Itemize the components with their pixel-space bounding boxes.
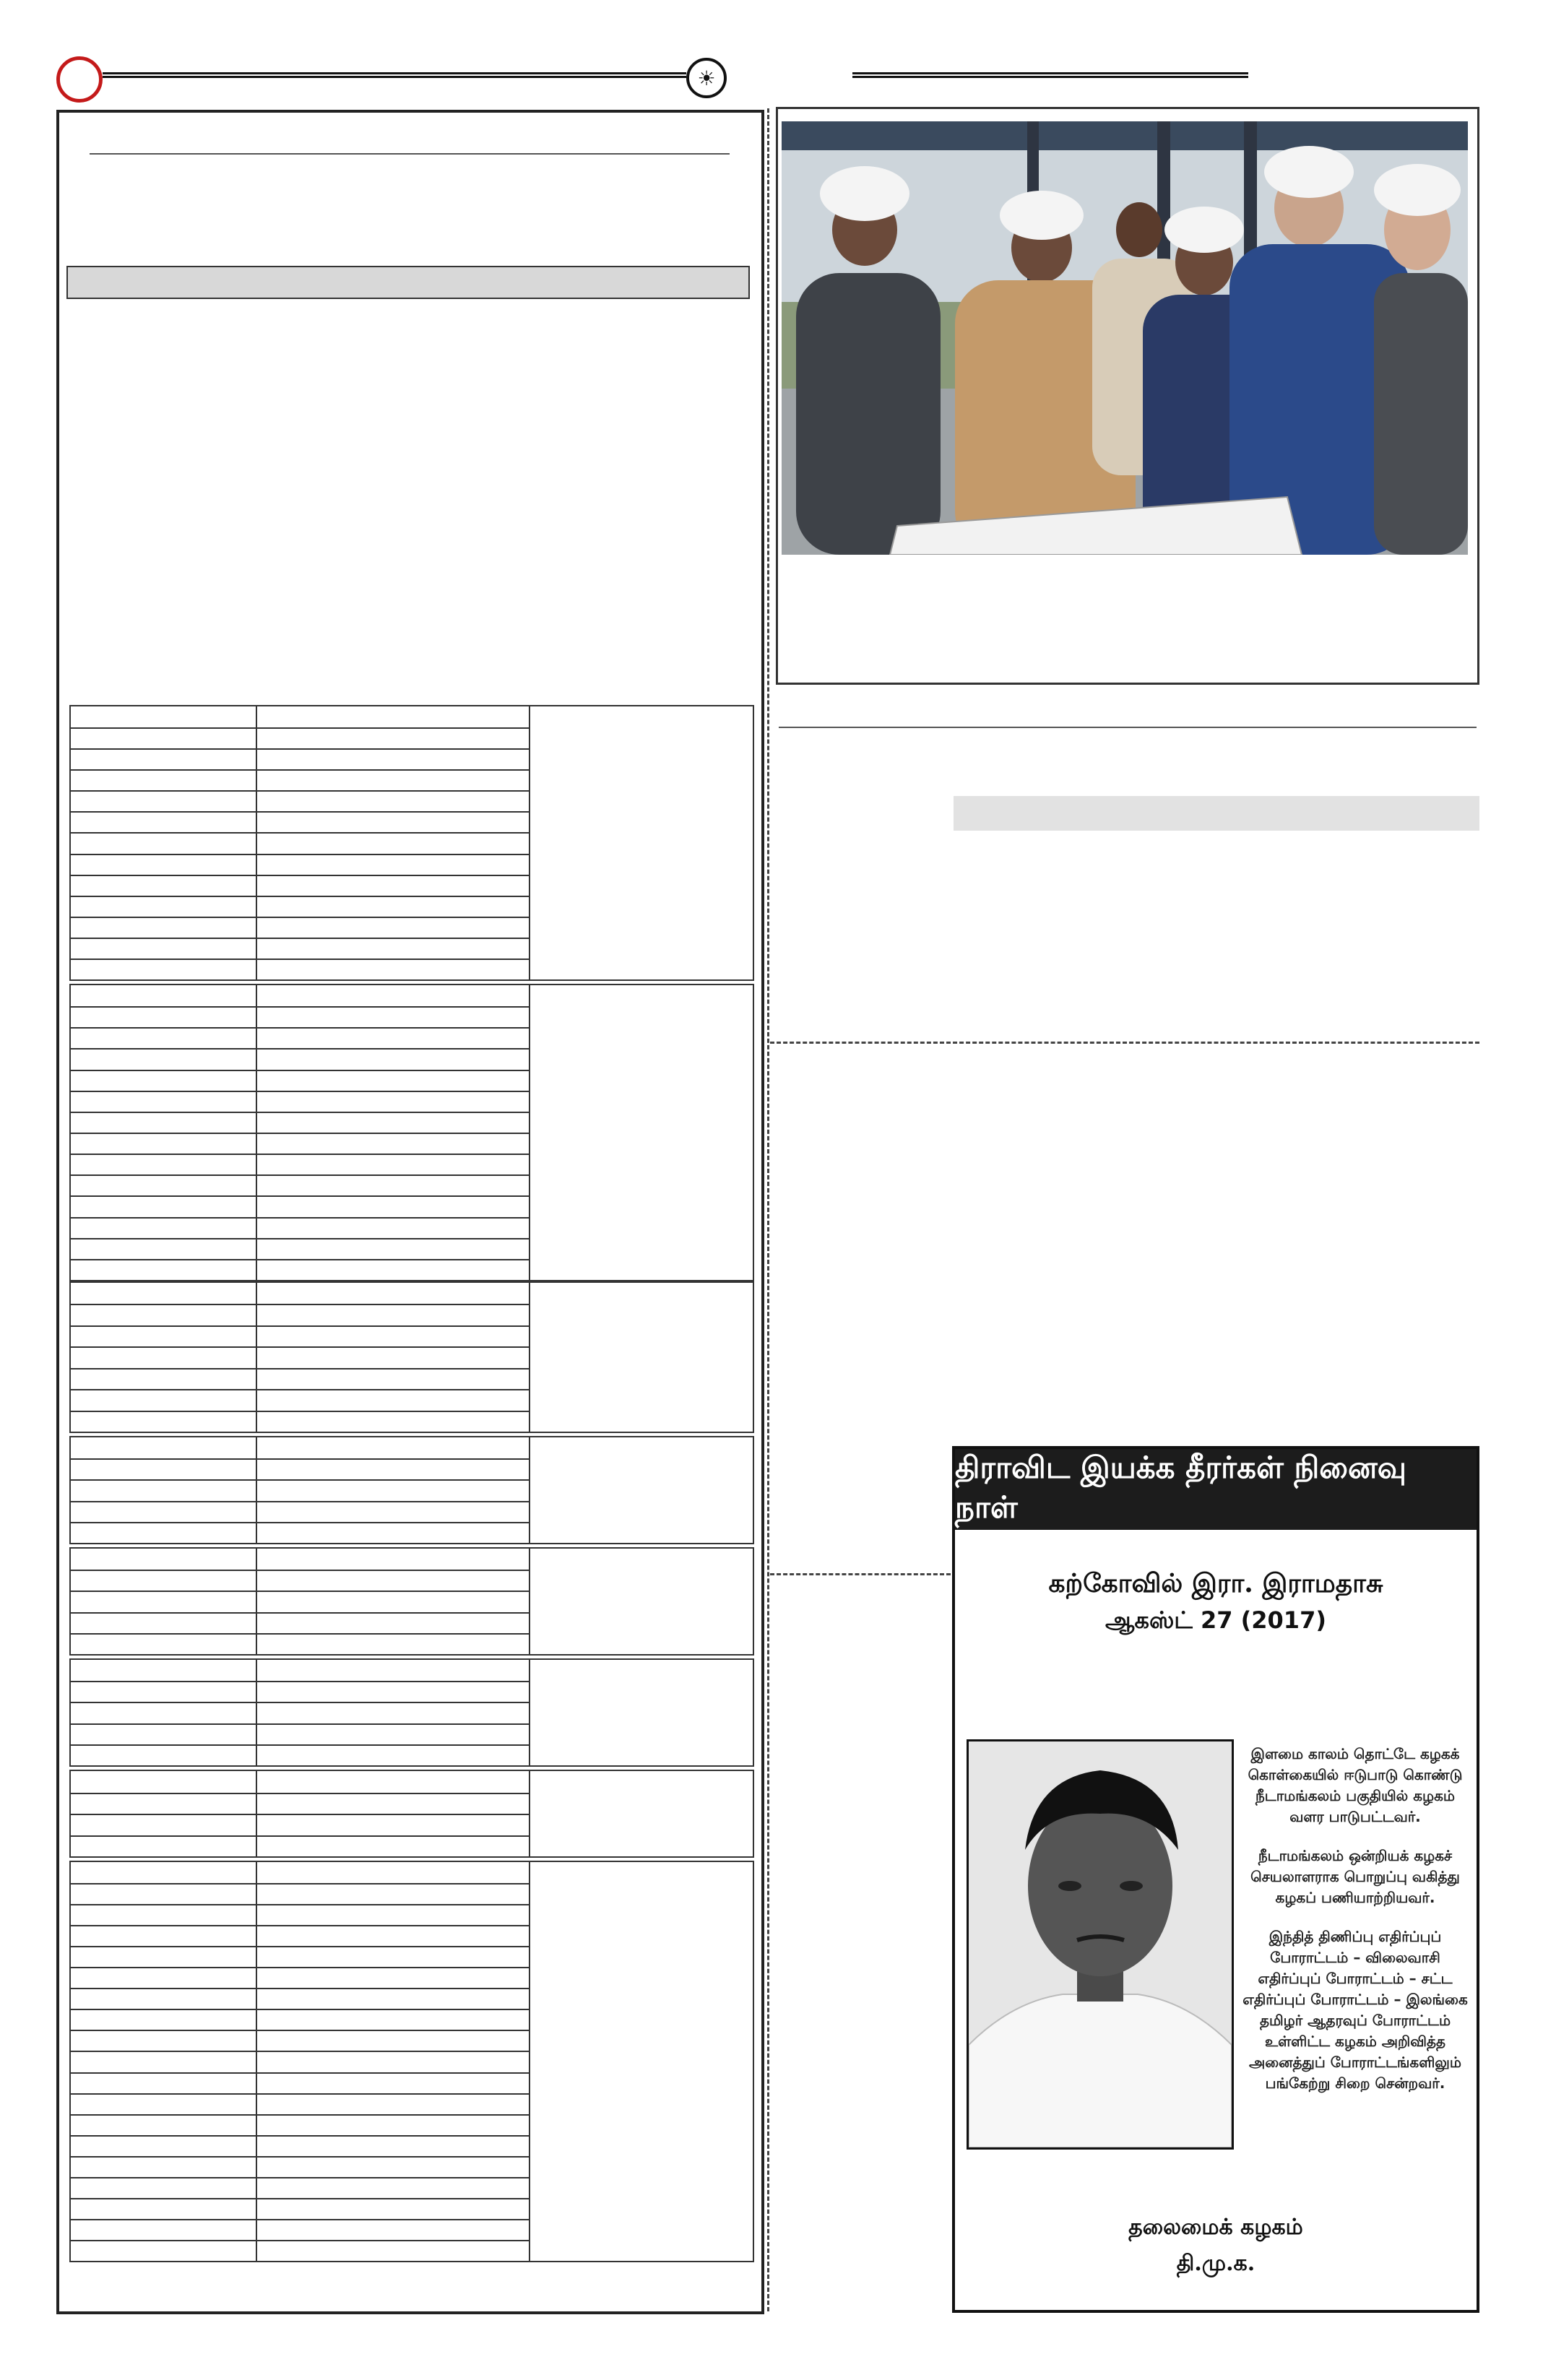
table-row <box>71 1591 529 1592</box>
table-row <box>71 1304 529 1305</box>
table-row <box>71 2198 529 2199</box>
right-rule <box>779 727 1477 728</box>
table-row <box>71 2114 529 2116</box>
dotted-separator-1 <box>770 1042 1479 1044</box>
news-photo <box>782 121 1468 555</box>
table-column <box>71 1549 257 1654</box>
memorial-portrait <box>967 1739 1234 2150</box>
table-row <box>71 1883 529 1884</box>
header-rule-right <box>852 72 1248 78</box>
memorial-description <box>1238 1744 1472 2112</box>
table-row <box>71 832 529 834</box>
table-row <box>71 748 529 750</box>
left-top-rule <box>90 153 730 155</box>
table-row <box>71 2093 529 2095</box>
table-row <box>71 2156 529 2158</box>
table-block <box>69 1436 754 1544</box>
rising-sun-emblem-icon: ☀ <box>686 58 727 98</box>
memorial-name: கற்கோவில் இரா. இராமதாசு <box>1048 1568 1383 1598</box>
table-row <box>71 1070 529 1071</box>
table-row <box>71 1174 529 1176</box>
memorial-footer-party: தி.மு.க. <box>1176 2251 1255 2276</box>
table-row <box>71 2240 529 2241</box>
table-row <box>71 727 529 729</box>
table-row <box>71 1835 529 1837</box>
table-row <box>71 1946 529 1947</box>
table-block <box>69 705 754 981</box>
table-row <box>71 1814 529 1815</box>
header-rule-left <box>103 72 686 78</box>
table-row <box>71 2135 529 2137</box>
table-row <box>71 1681 529 1682</box>
table-column <box>71 1862 257 2261</box>
table-block <box>69 1547 754 1656</box>
table-row <box>71 1259 529 1260</box>
column-divider <box>767 108 769 2311</box>
memorial-notice <box>952 1446 1479 2313</box>
table-row <box>71 1112 529 1113</box>
table-row <box>71 1501 529 1502</box>
table-row <box>71 1154 529 1155</box>
table-row <box>71 1479 529 1481</box>
table-block <box>69 1281 754 1433</box>
table-block <box>69 1658 754 1767</box>
table-row <box>71 1411 529 1412</box>
table-row <box>71 2030 529 2031</box>
table-row <box>71 1612 529 1614</box>
table-row <box>71 2177 529 2178</box>
table-row <box>71 959 529 960</box>
table-row <box>71 1325 529 1327</box>
table-column <box>256 1549 530 1654</box>
table-row <box>71 2009 529 2010</box>
table-row <box>71 1570 529 1571</box>
table-row <box>71 1522 529 1523</box>
table-row <box>71 1238 529 1239</box>
table-column <box>71 1660 257 1765</box>
table-row <box>71 2072 529 2074</box>
table-row <box>71 1389 529 1390</box>
table-row <box>71 1793 529 1794</box>
table-row <box>71 769 529 771</box>
memorial-banner: திராவிட இயக்க தீரர்கள் நினைவு நாள் <box>955 1449 1477 1530</box>
table-row <box>71 938 529 939</box>
table-row <box>71 1368 529 1369</box>
table-row <box>71 1633 529 1635</box>
table-block <box>69 1770 754 1858</box>
table-row <box>71 2051 529 2052</box>
dotted-separator-2 <box>770 1573 951 1575</box>
table-row <box>71 1988 529 1989</box>
table-row <box>71 1091 529 1092</box>
table-row <box>71 1904 529 1905</box>
table-column <box>256 1437 530 1543</box>
table-row <box>71 854 529 855</box>
memorial-date: ஆகஸ்ட் 27 (2017) <box>1105 1606 1326 1634</box>
table-block <box>69 1861 754 2262</box>
memorial-footer-org: தலைமைக் கழகம் <box>1128 2215 1303 2240</box>
table-row <box>71 1702 529 1703</box>
table-row <box>71 896 529 897</box>
table-row <box>71 1346 529 1348</box>
table-row <box>71 811 529 813</box>
table-column <box>71 1437 257 1543</box>
table-row <box>71 790 529 792</box>
left-gray-band <box>66 266 750 299</box>
table-row <box>71 1195 529 1197</box>
table-row <box>71 875 529 876</box>
table-block <box>69 984 754 1281</box>
memorial-paragraph: நீடாமங்கலம் ஒன்றியக் கழகச் செயலாளராக பொறுப்பு வகித்து கழகப் பணியாற்றியவர். <box>1250 1847 1460 1906</box>
table-row <box>71 1006 529 1008</box>
table-row <box>71 1133 529 1134</box>
table-row <box>71 1458 529 1460</box>
page-number-circle <box>56 56 103 103</box>
table-column <box>256 1660 530 1765</box>
table-row <box>71 1723 529 1725</box>
right-gray-band <box>954 796 1479 831</box>
table-row <box>71 1967 529 1968</box>
memorial-paragraph: இந்தித் திணிப்பு எதிர்ப்புப் போராட்டம் – விலைவாசி எதிர்ப்புப் போராட்டம் – சட்ட எதிர்ப்புப் போராட்டம் – இலங்கை தமிழர் ஆதரவுப் போராட்டம் உள்ளிட்ட கழகம் அறிவித்த அனைத்துப் போராட்டங்களிலும் பங்கேற்று சிறை சென்றவர். <box>1242 1928 1468 2092</box>
table-row <box>71 1027 529 1029</box>
table-row <box>71 1925 529 1926</box>
table-row <box>71 917 529 918</box>
memorial-paragraph: இளமை காலம் தொட்டே கழகக் கொள்கையில் ஈடுபாடு கொண்டு நீடாமங்கலம் பகுதியில் கழகம் வளர பாடுபட்டவர். <box>1248 1745 1463 1825</box>
table-column <box>256 1862 530 2261</box>
table-row <box>71 1217 529 1219</box>
table-row <box>71 1744 529 1746</box>
table-row <box>71 1048 529 1050</box>
table-row <box>71 2219 529 2220</box>
